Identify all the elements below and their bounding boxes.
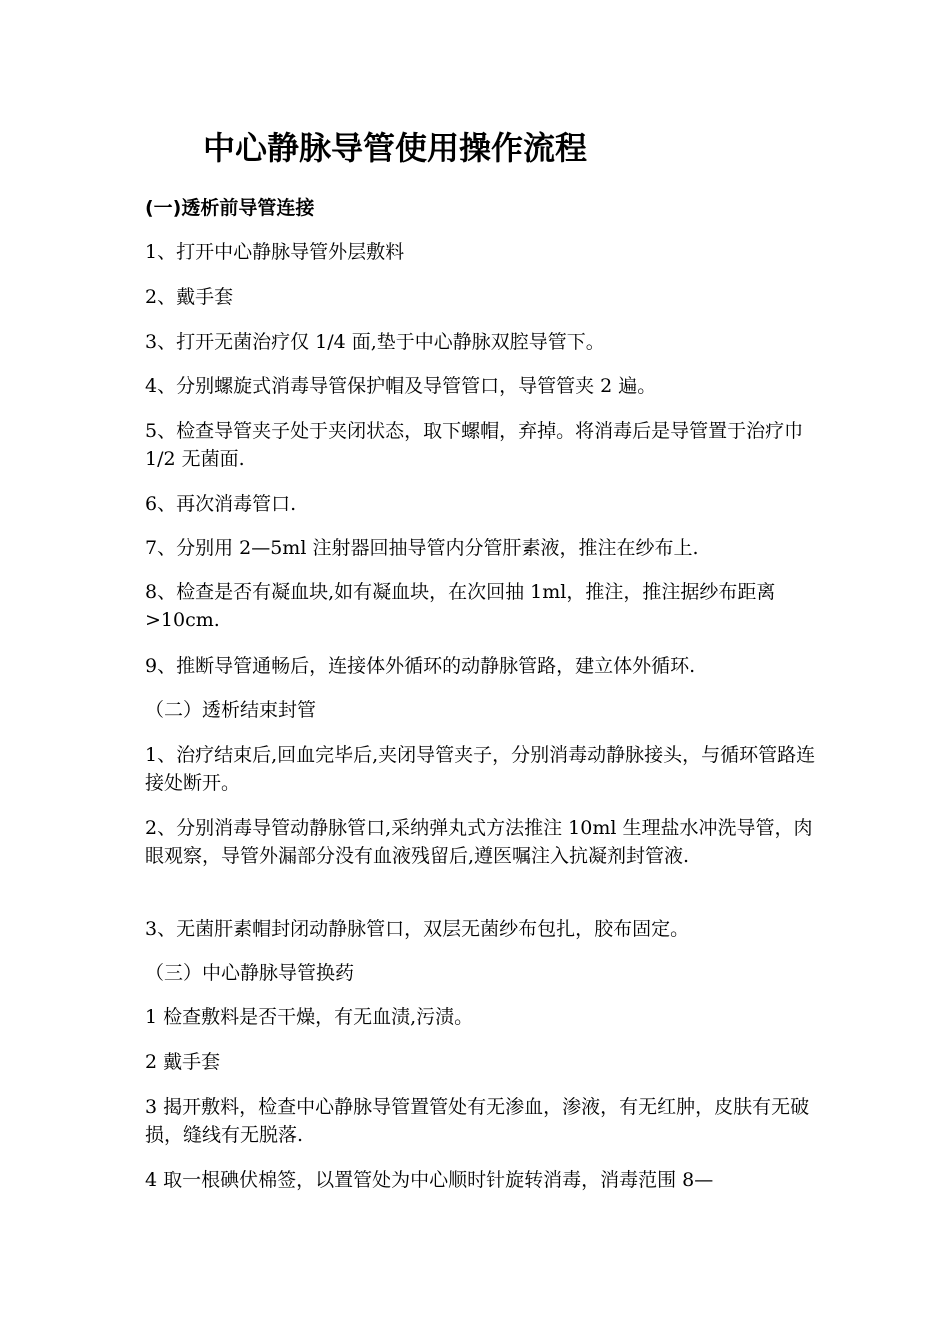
step-2-2: 2、分别消毒导管动静脉管口,采纳弹丸式方法推注 10ml 生理盐水冲洗导管，肉眼观察，导管外漏部分没有血液残留后,遵医嘱注入抗凝剂封管液. bbox=[145, 817, 813, 867]
step-3-3: 3 揭开敷料，检查中心静脉导管置管处有无渗血，渗液，有无红肿，皮肤有无破损，缝线有无脱落. bbox=[145, 1096, 810, 1146]
step-1-5: 5、检查导管夹子处于夹闭状态，取下螺帽，弃掉。将消毒后是导管置于治疗巾 1/2 无菌面. bbox=[145, 420, 804, 470]
step-2-3: 3、无菌肝素帽封闭动静脉管口，双层无菌纱布包扎，胶布固定。 bbox=[145, 918, 690, 940]
section-heading-pre-dialysis: (一)透析前导管连接 bbox=[145, 197, 315, 219]
step-1-1: 1、打开中心静脉导管外层敷料 bbox=[145, 241, 405, 263]
section-heading-post-dialysis: （二）透析结束封管 bbox=[145, 699, 317, 721]
step-1-9: 9、推断导管通畅后，连接体外循环的动静脉管路，建立体外循环. bbox=[145, 655, 696, 677]
page-title: 中心静脉导管使用操作流程 bbox=[203, 129, 588, 167]
step-3-4: 4 取一根碘伏棉签，以置管处为中心顺时针旋转消毒，消毒范围 8— bbox=[145, 1169, 714, 1191]
section-heading-dressing-change: （三）中心静脉导管换药 bbox=[145, 962, 355, 984]
step-1-7: 7、分别用 2—5ml 注射器回抽导管内分管肝素液，推注在纱布上. bbox=[145, 537, 699, 559]
step-1-4: 4、分别螺旋式消毒导管保护帽及导管管口，导管管夹 2 遍。 bbox=[145, 375, 657, 397]
step-3-2: 2 戴手套 bbox=[145, 1051, 221, 1073]
step-1-2: 2、戴手套 bbox=[145, 286, 234, 308]
step-1-3: 3、打开无菌治疗仅 1/4 面,垫于中心静脉双腔导管下。 bbox=[145, 331, 605, 353]
step-1-6: 6、再次消毒管口. bbox=[145, 493, 297, 515]
step-3-1: 1 检查敷料是否干燥，有无血渍,污渍。 bbox=[145, 1006, 474, 1028]
step-2-1: 1、治疗结束后,回血完毕后,夹闭导管夹子，分别消毒动静脉接头，与循环管路连接处断开。 bbox=[145, 744, 816, 794]
step-1-8: 8、检查是否有凝血块,如有凝血块，在次回抽 1ml，推注，推注据纱布距离>10cm. bbox=[145, 581, 776, 631]
